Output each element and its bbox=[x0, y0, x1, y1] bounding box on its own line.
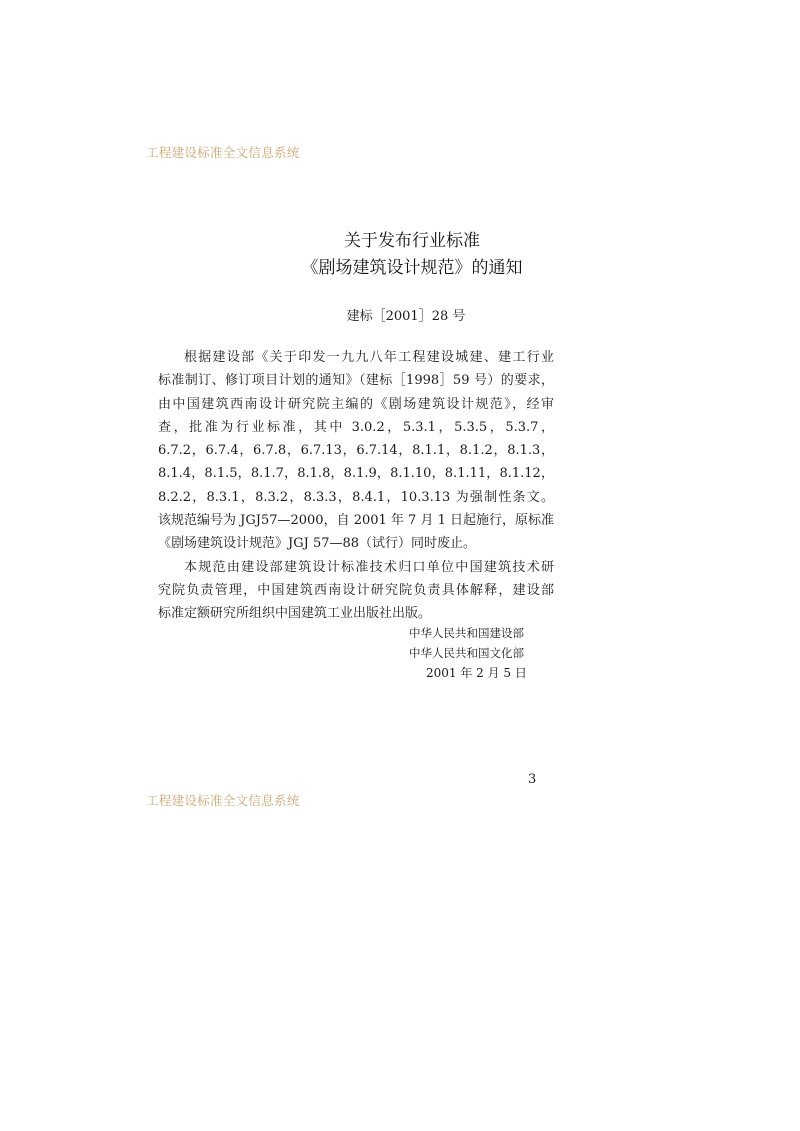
body-line: 6.7.2，6.7.4，6.7.8，6.7.13，6.7.14，8.1.1，8.1.2，8.1.3， bbox=[158, 443, 554, 459]
body-line: 8.1.4，8.1.5，8.1.7，8.1.8，8.1.9，8.1.10，8.1.11，8.1.12， bbox=[158, 466, 554, 482]
body-line: 《剧场建筑设计规范》JGJ 57—88（试行）同时废止。 bbox=[158, 536, 477, 552]
body-line: 根据建设部《关于印发一九九八年工程建设城建、建工行业 bbox=[184, 350, 554, 365]
watermark-top: 工程建设标准全文信息系统 bbox=[146, 145, 300, 160]
body-line: 本规范由建设部建筑设计标准技术归口单位中国建筑技术研 bbox=[184, 559, 554, 575]
title-line-2: 《剧场建筑设计规范》的通知 bbox=[301, 258, 523, 278]
notice-body bbox=[158, 346, 554, 626]
body-line: 标准定额研究所组织中国建筑工业出版社出版。 bbox=[158, 606, 432, 622]
document-number: 建标［2001］28 号 bbox=[346, 309, 466, 324]
issuing-org-2: 中华人民共和国文化部 bbox=[409, 646, 524, 660]
watermark-bottom: 工程建设标准全文信息系统 bbox=[146, 793, 300, 808]
issue-date: 2001 年 2 月 5 日 bbox=[426, 666, 527, 680]
issuing-org-1: 中华人民共和国建设部 bbox=[409, 626, 524, 640]
body-line: 究院负责管理，中国建筑西南设计研究院负责具体解释，建设部 bbox=[158, 582, 554, 598]
body-line: 8.2.2，8.3.1，8.3.2，8.3.3，8.4.1，10.3.13 为强制性条文。 bbox=[158, 489, 554, 505]
body-line: 由中国建筑西南设计研究院主编的《剧场建筑设计规范》，经审 bbox=[158, 396, 554, 412]
body-line: 标准制订、修订项目计划的通知》（建标［1998］59 号）的要求， bbox=[158, 373, 554, 389]
signature-block bbox=[409, 623, 569, 683]
notice-title bbox=[0, 228, 800, 282]
title-line-1: 关于发布行业标准 bbox=[344, 231, 480, 251]
body-line: 该规范编号为 JGJ57—2000，自 2001 年 7 月 1 日起施行，原标准 bbox=[158, 513, 554, 529]
body-line: 查，批准为行业标准，其中 3.0.2，5.3.1，5.3.5，5.3.7， bbox=[158, 419, 554, 435]
page-number: 3 bbox=[528, 772, 537, 787]
